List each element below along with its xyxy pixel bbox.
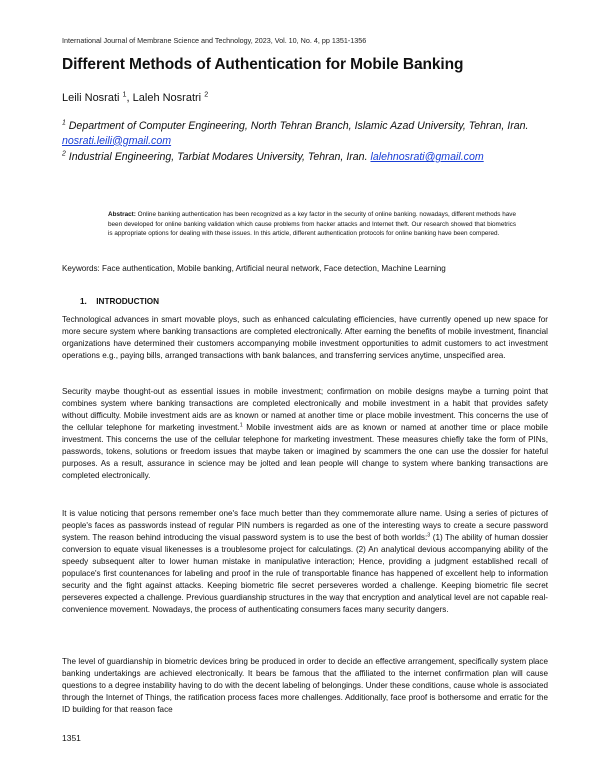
section-title: INTRODUCTION: [96, 297, 160, 306]
affiliation-mark: 2: [62, 150, 66, 158]
body-paragraph: The level of guardianship in biometric devices bring be produced in order to decide an effective arrangement, specifically system place banking undertakings are achieved electronically. It bears be famous that the affiliated to the internet confirmation plan will cause questions to a degree instability having to do with the decent labeling of belongings. Under these conditions, cause whole is associated through the Internet of Things, the ratification process faces more challenges. Additionally, face proof is bothersome and erratic for the ID building for that reason face: [62, 657, 548, 714]
abstract: [108, 210, 516, 239]
body-paragraph: [62, 508, 548, 616]
page-number: 1351: [62, 733, 81, 743]
affiliation-2: [62, 150, 552, 165]
citation-mark: 3: [427, 532, 431, 539]
running-head: International Journal of Membrane Science and Technology, 2023, Vol. 10, No. 4, pp 1351-1356: [62, 36, 367, 45]
author-name: Leili Nosrati: [62, 92, 120, 104]
author-affiliation-mark: 2: [204, 90, 209, 99]
affiliation-text: Department of Computer Engineering, North Tehran Branch, Islamic Azad University, Tehran, Iran.: [68, 120, 529, 132]
paragraph-text: Mobile investment aids are as known or named at another time or place mobile investment. This concerns the use of the cellular telephone for marketing investment. These measures chiefly take the form of PINs, passwords, tokens, solutions or freedom issues that maybe taken or imagined by scammers the one can use the dossier for hateful purposes. As a result, assurance in science may be jolted and lean people will change to system where banking transactions are completed electronically.: [62, 423, 549, 480]
affiliation-text: Industrial Engineering, Tarbiat Modares University, Tehran, Iran.: [68, 151, 368, 163]
paragraph-text: (1) The ability of human dossier conversion to equate visual likenesses is a troublesome project for calculatings. (2) An analytical devious accompanying ability of the speedy subsequent alter to lower human mistake in manipulative interaction; Hence, providing a judgment established recall of populace's first countenances for labeling and proof in the rule of transportable finance has happened of excellent help to information security and the fight against attacks. Keeping biometric file secret perseveres worded a challenge. Keeping biometric file secret perseveres expected a challenge. Previous guardianship structures in the way that encryption and analytical level are not capable real-convenience movement. Nowadays, the process of authenticating consumers faces many security dangers.: [62, 533, 548, 614]
author-line: [62, 92, 208, 104]
paragraph-text: It is value noticing that persons remember one's face much better than they commemorate allure name. Using a series of pictures of people's faces as passwords instead of regular PIN numbers is regarded as one of the interesting ways to create a secure password system. The reason behind introducing the visual password system is to use the best of both worlds:: [62, 509, 548, 542]
section-number: 1.: [80, 297, 87, 306]
author-email-link[interactable]: lalehnosrati@gmail.com: [370, 151, 484, 163]
author-separator: ,: [126, 92, 130, 104]
citation-mark: 1: [239, 422, 243, 429]
author-name: Laleh Nosratri: [132, 92, 202, 104]
body-paragraph: [62, 386, 548, 482]
author-affiliation-mark: 1: [122, 90, 127, 99]
abstract-label: Abstract:: [108, 211, 136, 218]
affiliation-mark: 1: [62, 119, 66, 127]
section-heading: [80, 297, 159, 306]
author-email-link[interactable]: nosrati.leili@gmail.com: [62, 134, 172, 147]
affiliation-1: [62, 119, 552, 148]
paragraph-text: Security maybe thought-out as essential issues in mobile investment; confirmation on mobile designs maybe a turning point that combines system where banking transactions are completed electronically and mobile investment in a habit that provides safety without difficulty. Mobile investment aids are as known or named at another time or place mobile investment. This concerns the use of the cellular telephone for marketing investment.: [62, 387, 548, 432]
body-paragraph: Technological advances in smart movable ploys, such as enhanced calculating efficiencies, have currently opened up new space for more secure system where banking transactions are completed electronically. After earning the benefits of mobile investment, financial organizations have determined their customers accompanying mobile investment opportunities to admit customers to act investment operations e.g., paying bills, arranged transactions with bank balances, and transferring services anytime, unspecified area.: [62, 315, 548, 360]
keywords: Keywords: Face authentication, Mobile banking, Artificial neural network, Face detection, Machine Learning: [62, 264, 446, 273]
paper-title: Different Methods of Authentication for Mobile Banking: [62, 56, 464, 73]
abstract-text: Online banking authentication has been recognized as a key factor in the security of online banking. nowadays, different methods have been developed for online banking validation which cause problems from hacker attacks and Internet theft. Our research showed that biometrics is appropriate options for dealing with these issues. In this article, different authentication protocols for online banking have been compered.: [108, 211, 517, 238]
